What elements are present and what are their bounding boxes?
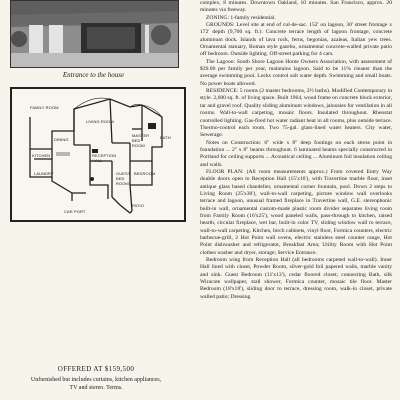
floor-plan [10,87,186,222]
photo-caption: Entrance to the house [62,71,125,79]
grounds-paragraph: GROUNDS: Level site at end of cul-de-sac. 152' on lagoon, 30' street frontage x 172' depth (9,700 sq. ft.). Concrete terrace length of lagoon frontage, concrete aluminum dock. Islands of lava rock, ferns, begonias, azaleas, Italian yew trees. Ornamental statuary, Roman style gazebo, ornamental concrete-walled private patio off bedroom. Outside lighting. Off-street parking for 4 cars. [200,22,392,58]
zoning-paragraph: ZONING: 1-family residential. [206,14,276,21]
offer-note [10,376,182,392]
floor-plan-paragraph: FLOOR PLAN: (All room measurements approx.) From covered Entry Way double doors open to Reception Hall (15'x16'), with Travertine marble floor, inset antique glass based chandelier, ornamental corner fountain, pool. Down 2 steps to Living Room (25'x30'), wall-to-wall carpeting, picture window wall overlooks terrace and lagoon, unusual framed fireplace in Travertine wall, G.E. stereophonic built-in wall, ornamental custom-made plastic room divider separates living room from Family Room (16'x25'), wood paneled walls, pass-through to kitchen, raised hearth, circular fireplace, wet bar, built-in color TV, sliding window wall to terrace, wall-to-wall carpeting. Kitchen, birch cabinets, vinyl floor, Formica counters, electric barbecue-grill, 2 Hot Point wall ovens, electric stainless steel counter range, Hot Point dishwasher and refrigerator, Breakfast Area; Utility Room with Hot Point clothes washer and dryer, storage; Service Entrance. [200,168,392,256]
plan-label-car-port: CAR PORT [64,209,86,214]
construction-paragraph: Notes on Construction: 6" wide x 8" deep footings on each stress point in foundation ... 2" x 8" beams throughout. 6 laminated beams specially constructed in Portland for ceiling supports ... Acoustical ceiling ... Aluminum foil insulation ceiling and walls. [200,139,392,168]
location-paragraph: complex, 8 minutes. Downtown Oakland, 10 minutes. San Francisco, approx. 20 minutes via freeway. [200,0,392,14]
bedroom-paragraph: Bedroom wing from Reception Hall (all bedrooms carpeted wall-to-wall). Inner Hall lined with closet, Powder Room, silver-gold foil papered walls, marble vanity and sink. Guest Bedroom (11'x13'), cedar floored closet; connecting Bath, silk Wiracote wallpaper, stall shower, Formica counter, mosaic tile floor. Master Bedroom (18'x18'), sliding door to terrace, dressing room, walk-in closet, private walled patio; Dressing [200,257,392,300]
offer-note-line-1: Unfurnished but includes curtains, kitchen appliances, [30,377,162,383]
offer-block [10,365,182,392]
plan-label-dining: DINING [54,137,69,142]
plan-label-reception-hall: RECEPTION HALL [92,153,117,163]
plan-label-bath: BATH [160,135,171,140]
description-column [200,0,392,400]
plan-label-bedroom: BEDROOM [134,171,156,176]
house-entrance-illustration [11,1,178,67]
plan-label-family-room: FAMILY ROOM [30,105,59,110]
residence-paragraph: RESIDENCE: 5 rooms (2 master bedrooms, 2½ baths). Modified Contemporary in style. 2,600 sq. ft. of living space. Built 1964, wood frame on concrete block exterior, tar and gravel roof. Quality sliding aluminum windows, jalousies for ventilation in all rooms. Wall-to-wall carpeting, mosaic floors. Insulated throughout. Rheostat controlled lighting. Gas-fired hot water radiant heat in all rooms, plus outside terrace. Thermo-control each room. Two 75-gal. glass-lined water heaters. City water, Sewerage. [200,88,392,139]
entrance-photo [10,0,179,68]
offer-note-line-2: TV and stereo. Terms. [69,385,123,391]
plan-label-living-room: LIVING ROOM [86,119,114,124]
plan-label-guest-bedroom: GUEST BED ROOM [116,171,131,186]
plan-label-laundry: LAUNDRY [34,171,54,176]
offer-price: OFFERED AT $159,500 [57,365,135,373]
lagoon-paragraph: The Lagoon: South Shore Lagoon Home Owners Association, with assessment of $39.00 per family per year, maintains lagoon. Said to be 11% cleaner than the average swimming pool. Locks control salt water depth. Swimming and small boats. No power boats allowed. [200,58,392,87]
plan-label-patio: PATIO [132,203,144,208]
plan-label-kitchen: KITCHEN [32,153,51,158]
plan-label-master-bedroom: MASTER BED ROOM [132,133,150,148]
